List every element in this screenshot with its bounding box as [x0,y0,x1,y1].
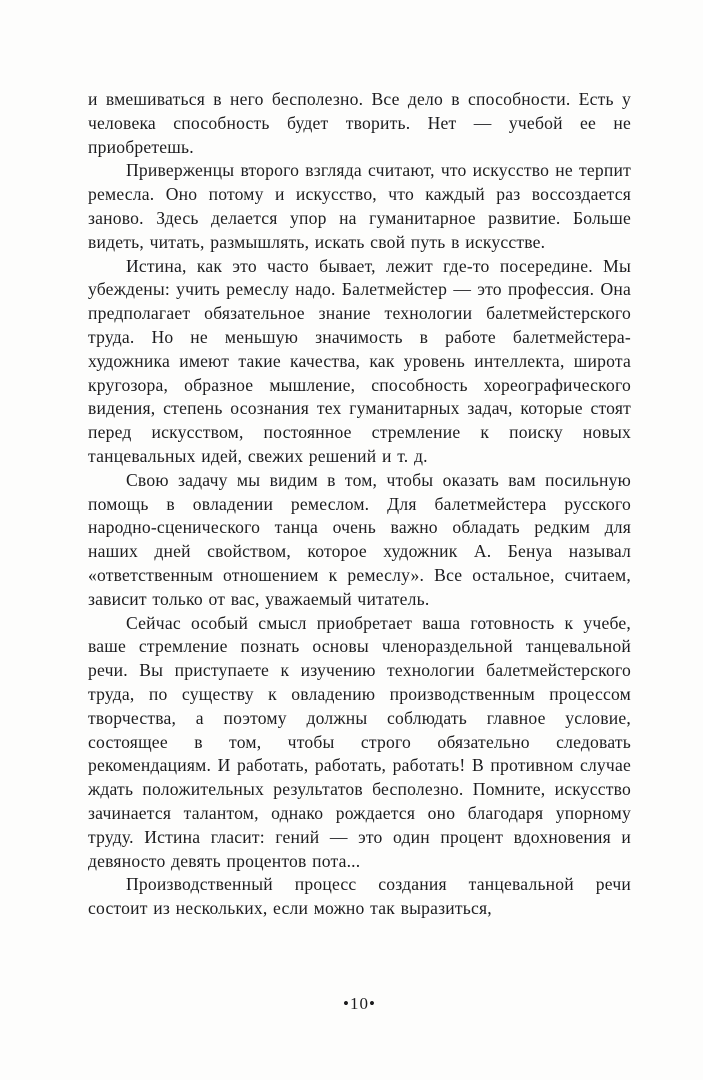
page-number: •10• [343,994,376,1013]
paragraph-continuation: и вмешиваться в него бесполезно. Все дело в способности. Есть у человека способность будет творить. Нет — учебой ее не приобретешь. [88,89,631,157]
paragraph: Сейчас особый смысл приобретает ваша готовность к учебе, ваше стремление познать основы членораздельной танцевальной речи. Вы приступаете к изучению технологии балетмейстерского труда, по существу к овладению производственным процессом творчества, а поэтому должны соблюдать главное условие, состоящее в том, чтобы строго обязательно следовать рекомендациям. И работать, работать, работать! В противном случае ждать положительных результатов бесполезно. Помните, искусство зачинается талантом, однако рождается оно благодаря упорному труду. Истина гласит: гений — это один процент вдохновения и девяносто девять процентов пота... [88,612,631,871]
paragraph: Производственный процесс создания танцевальной речи состоит из нескольких, если можно так выразиться, [88,874,631,919]
text-block [88,88,631,921]
paragraph: Свою задачу мы видим в том, чтобы оказать вам посильную помощь в овладении ремеслом. Для балетмейстера русского народно-сценического танца очень важно обладать редким для наших дней свойством, которое художник А. Бенуа называл «ответственным отношением к ремеслу». Все остальное, считаем, зависит только от вас, уважаемый читатель. [88,469,631,609]
paragraph: Истина, как это часто бывает, лежит где-то посередине. Мы убеждены: учить ремеслу надо. Балетмейстер — это профессия. Она предполагает обязательное знание технологии балетмейстерского труда. Но не меньшую значимость в работе балетмейстера-художника имеют такие качества, как уровень интеллекта, широта кругозора, образное мышление, способность хореографического видения, степень осознания тех гуманитарных задач, которые стоят перед искусством, постоянное стремление к поиску новых танцевальных идей, свежих решений и т. д. [88,255,631,466]
paragraph: Приверженцы второго взгляда считают, что искусство не терпит ремесла. Оно потому и искусство, что каждый раз воссоздается заново. Здесь делается упор на гуманитарное развитие. Больше видеть, читать, размышлять, искать свой путь в искусстве. [88,160,631,252]
